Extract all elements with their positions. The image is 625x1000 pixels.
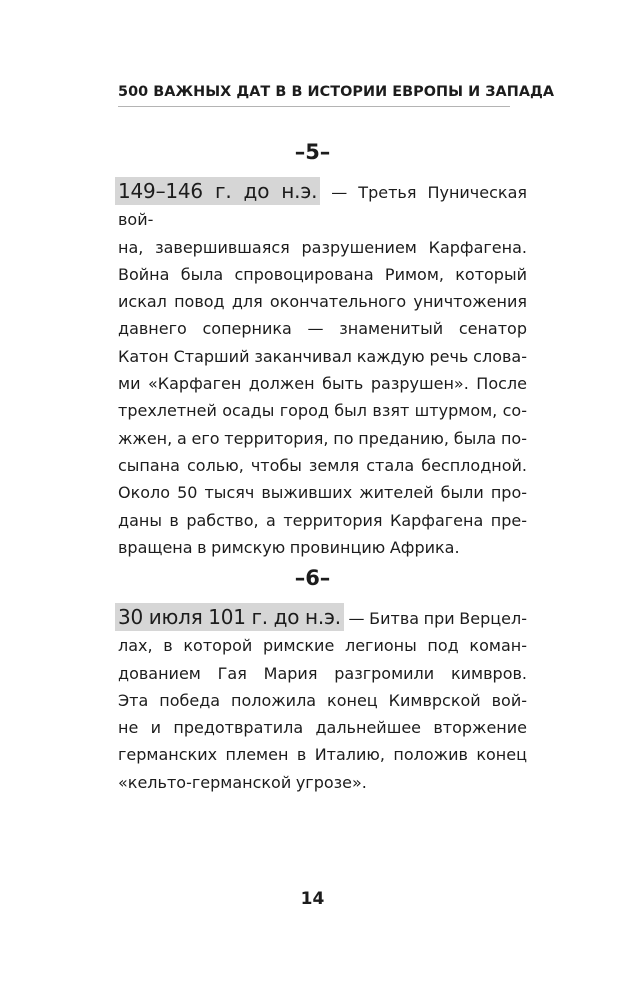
entry-number: –6– — [294, 566, 331, 590]
entry-line: даны в рабство, а территория Карфагена пре- — [118, 510, 527, 530]
entry-line: дованием Гая Мария разгромили кимвров. — [118, 663, 527, 683]
page-number: 14 — [300, 889, 325, 909]
entry-text — [118, 178, 527, 561]
entry-line: жжен, а его территория, по преданию, была по- — [118, 428, 527, 448]
entry-number: –5– — [294, 140, 331, 164]
header-divider — [118, 106, 510, 107]
entry-text — [118, 604, 527, 796]
entry-line-text: — Третья Пуническая вой- — [118, 183, 527, 230]
entry-line: германских племен в Италию, положив конец — [118, 745, 527, 765]
entry-line: Около 50 тысяч выживших жителей были про- — [118, 483, 527, 503]
entry-line: вращена в римскую провинцию Африка. — [118, 537, 460, 557]
entry-line-text: — Битва при Верцел- — [348, 609, 528, 628]
entry-line: трехлетней осады город был взят штурмом, со- — [118, 401, 527, 421]
entry — [118, 604, 527, 796]
entry-date: 30 июля 101 г. до н.э. — [115, 603, 344, 631]
entry-line: ми «Карфаген должен быть разрушен». После — [118, 374, 527, 394]
entry — [118, 178, 527, 561]
entry-line: давнего соперника — знаменитый сенатор — [118, 319, 527, 339]
entry-line — [118, 604, 527, 632]
entry-line: не и предотвратила дальнейшее вторжение — [118, 718, 527, 738]
running-head: 500 ВАЖНЫХ ДАТ В В ИСТОРИИ ЕВРОПЫ И ЗАПАДА — [118, 84, 555, 100]
entry-line — [118, 178, 527, 234]
entry-line: искал повод для окончательного уничтожения — [118, 292, 527, 312]
entry-line: лах, в которой римские легионы под коман- — [118, 636, 527, 656]
entry-line: Эта победа положила конец Кимврской вой- — [118, 690, 527, 710]
entry-line: на, завершившаяся разрушением Карфагена. — [118, 237, 527, 257]
entry-line: Война была спровоцирована Римом, который — [118, 264, 527, 284]
entry-line: Катон Старший заканчивал каждую речь слова- — [118, 346, 527, 366]
entry-line: сыпана солью, чтобы земля стала бесплодной. — [118, 455, 527, 475]
entry-date: 149–146 г. до н.э. — [115, 177, 320, 205]
entry-line: «кельто-германской угрозе». — [118, 772, 367, 792]
